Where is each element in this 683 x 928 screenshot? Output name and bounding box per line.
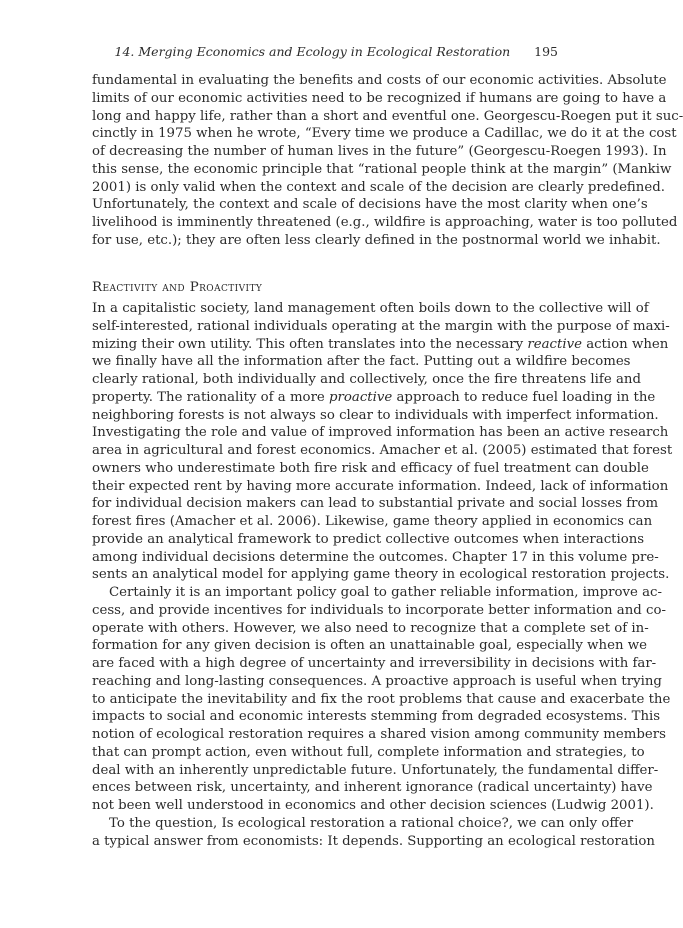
text-line: owners who underestimate both fire risk and efficacy of fuel treatment can double [92,460,649,476]
running-head-title: 14. Merging Economics and Ecology in Ecological Restoration [114,44,511,59]
text-line: In a capitalistic society, land management often boils down to the collective will of [92,301,649,316]
text-segment: approach to reduce fuel loading in the [396,389,656,405]
text-line: not been well understood in economics and other decision sciences (Ludwig 2001). [92,798,654,813]
text-line [92,336,669,354]
text-line: that can prompt action, even without full, complete information and strategies, to [92,744,645,760]
text-line: this sense, the economic principle that “rational people think at the margin” (Mankiw [92,161,672,177]
text-line: of decreasing the number of human lives in the future” (Georgescu-Roegen 1993). In [92,144,667,159]
text-line: for individual decision makers can lead to substantial private and social losses from [92,496,659,512]
text-line: notion of ecological restoration requires a shared vision among community members [92,727,666,742]
italic-term: reactive [527,336,582,352]
italic-term: proactive [329,389,393,405]
text-line: long and happy life, rather than a short and eventful one. Georgescu-Roegen put it suc- [92,108,683,124]
text-line: sents an analytical model for applying game theory in ecological restoration projects. [92,567,670,583]
text-line: provide an analytical framework to predict collective outcomes when interactions [92,531,645,547]
text-line: ences between risk, uncertainty, and inherent ignorance (radical uncertainty) have [92,780,653,796]
text-line [92,389,656,407]
running-head [92,44,558,59]
text-line: clearly rational, both individually and collectively, once the fire threatens life and [92,372,641,387]
text-line: 2001) is only valid when the context and scale of the decision are clearly predefined. [92,179,665,195]
text-line: fundamental in evaluating the benefits and costs of our economic activities. Absolute [92,73,667,88]
text-line: Unfortunately, the context and scale of decisions have the most clarity when one’s [92,197,648,213]
text-line: are faced with a high degree of uncertainty and irreversibility in decisions with far- [92,656,657,671]
paragraph-2 [92,300,673,584]
text-line: livelihood is imminently threatened (e.g., wildfire is approaching, water is too polluted [92,215,678,230]
text-line: operate with others. However, we also need to recognize that a complete set of in- [92,620,649,636]
text-line: forest fires (Amacher et al. 2006). Likewise, game theory applied in economics can [92,514,653,529]
page-number: 195 [534,44,558,59]
text-line: cess, and provide incentives for individuals to incorporate better information and co- [92,602,666,618]
text-line: among individual decisions determine the outcomes. Chapter 17 in this volume pre- [92,549,659,565]
text-line: neighboring forests is not always so clear to individuals with imperfect information. [92,407,659,423]
text-line: self-interested, rational individuals operating at the margin with the purpose of maxi- [92,318,670,334]
section-heading: Reactivity and Proactivity [92,280,263,295]
text-line: we finally have all the information after the fact. Putting out a wildfire becomes [92,354,631,370]
text-line: to anticipate the inevitability and fix the root problems that cause and exacerbate the [92,691,671,707]
text-line: a typical answer from economists: It depends. Supporting an ecological restoration [92,833,656,849]
paragraph-4 [92,815,656,851]
text-line: formation for any given decision is often an unattainable goal, especially when we [92,638,648,654]
paragraph-3 [92,584,671,815]
text-line: their expected rent by having more accurate information. Indeed, lack of information [92,478,669,494]
text-segment: action when [586,336,669,352]
text-line: area in agricultural and forest economics. Amacher et al. (2005) estimated that forest [92,443,673,458]
text-line: To the question, Is ecological restoration a rational choice?, we can only offer [109,816,634,831]
paragraph-1 [92,72,683,250]
text-line: reaching and long-lasting consequences. A proactive approach is useful when trying [92,673,662,689]
text-line: deal with an inherently unpredictable future. Unfortunately, the fundamental differ- [92,762,659,778]
text-line: Certainly it is an important policy goal to gather reliable information, improve ac- [109,585,662,600]
text-line: Investigating the role and value of improved information has been an active research [92,425,669,441]
text-line: for use, etc.); they are often less clearly defined in the postnormal world we inhabit. [92,232,661,248]
text-segment: property. The rationality of a more [92,389,325,405]
text-line: impacts to social and economic interests stemming from degraded ecosystems. This [92,709,661,725]
text-line: limits of our economic activities need to be recognized if humans are going to have a [92,90,667,106]
text-line: cinctly in 1975 when he wrote, “Every time we produce a Cadillac, we do it at the cost [92,126,677,142]
text-segment: mizing their own utility. This often translates into the necessary [92,336,524,352]
